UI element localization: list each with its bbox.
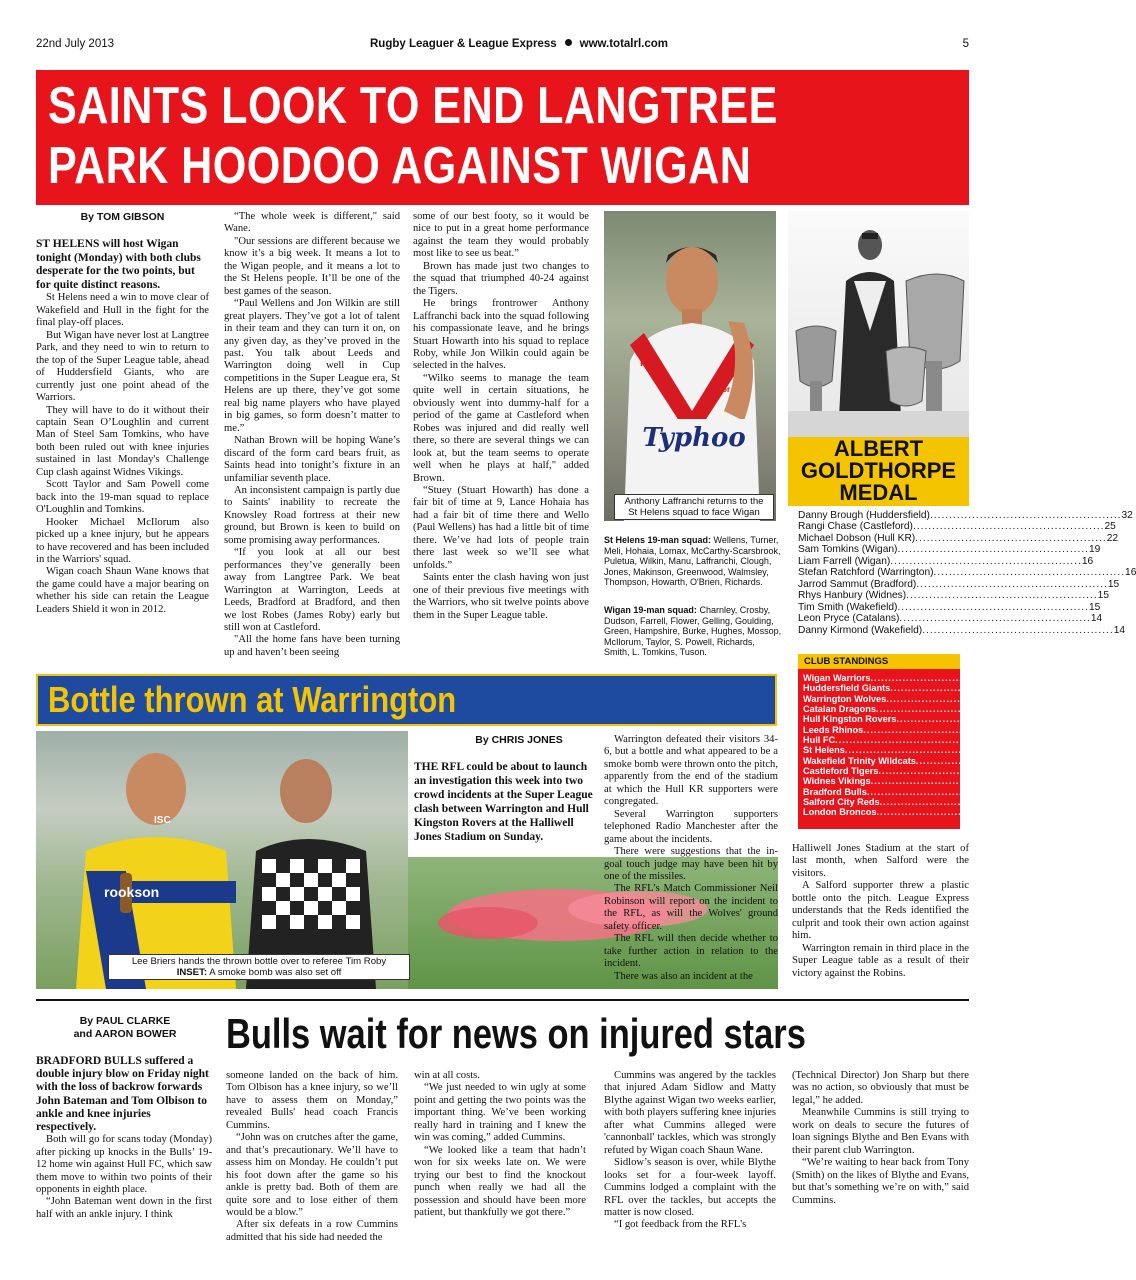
player-name: Tim Smith (Wakefield) xyxy=(798,601,898,613)
player-head xyxy=(666,247,718,315)
paragraph: someone landed on the back of him. Tom Olbison has a knee injury, so we’ll have to assess them on Monday,” revealed Bulls' head coach Francis Cummins. xyxy=(226,1070,398,1131)
club-name: Widnes Vikings xyxy=(803,776,871,787)
page-header-bar xyxy=(36,38,969,52)
bottle-byline: By CHRIS JONES xyxy=(475,734,563,746)
standings-row: Hull FC .................................................. 64 xyxy=(803,735,1024,746)
paragraph: The RFL’s Match Commissioner Neil Robinson will report on the incident to the RFL, as will the Wolves' ground safety officer. xyxy=(604,883,778,932)
wigan-squad xyxy=(604,605,782,658)
paragraph: Hooker Michael McIlorum also picked up a knee injury, but he appears to have recovered and has been included in the Warriors' squad. xyxy=(36,516,209,565)
club-points: 76 xyxy=(1040,724,1052,735)
paragraph: Warrington defeated their visitors 34-6, but a bottle and what appeared to be a smoke bomb were thrown onto the pitch, apparently from the end of the stadium at which the Hull KR supporters were congregated. xyxy=(604,734,778,808)
standings-row: Salford City Reds .................................................. 36 xyxy=(803,797,1068,808)
paragraph: He brings frontrower Anthony Laffranchi back into the squad following his compassionate leave, and he brings Stuart Howarth into his squad to replace Roby, while Jon Wilkin could again be selected in the halves. xyxy=(413,298,589,372)
player-name: Liam Farrell (Wigan) xyxy=(798,555,891,567)
paragraph: Sidlow’s season is over, while Blythe looks set for a four-week layoff. Cummins lodged a complaint with the RFL over the tackles, but accepts the matter is now closed. xyxy=(604,1157,776,1218)
cup-left-stem xyxy=(810,381,822,411)
leaderboard-row: Danny Brough (Huddersfield) .................................................. 32 xyxy=(798,510,1133,521)
briers-caption xyxy=(108,954,410,980)
paragraph: “Paul Wellens and Jon Wilkin are still great players. They’ve got a lot of talent in their team and they can turn it on, on any given day, as they’ve proved in the past. You talk about Leeds and Warrington doing well in Cup competitions in the Super League era, St Helens are up there, they’ve got some real big name players who have played in big games, so form doesn’t matter to me.” xyxy=(224,298,400,434)
club-points: 61 xyxy=(1022,745,1033,756)
paragraph: win at all costs. xyxy=(414,1070,480,1081)
bottle-lead: THE RFL could be about to launch an investigation this week into two crowd incidents at the Super League clash between Warrington and Hull Kingston Rovers at the Halliwell Jones Stadium on Sunday. xyxy=(414,761,593,844)
byline-line-2: and AARON BOWER xyxy=(73,1028,177,1040)
publication-name: Rugby Leaguer & League Express xyxy=(370,38,557,50)
paragraph: “We’re waiting to hear back from Tony (Smith) on the likes of Blythe and Evans, but that’s something we’re on with,” said Cummins. xyxy=(792,1157,969,1206)
standings-row: Castleford Tigers .................................................. 58 xyxy=(803,766,1067,777)
laffranchi-photo xyxy=(604,211,776,521)
bulls-story-column-5 xyxy=(792,1070,969,1207)
paragraph: “The whole week is different," said Wane. xyxy=(224,211,400,235)
paragraph: A Salford supporter threw a plastic bottle onto the pitch. League Express understands that the Reds identified the culprit and took their own action against him. xyxy=(792,880,969,942)
club-points: 88 xyxy=(1048,673,1059,683)
main-lead: ST HELENS will host Wigan tonight (Monday) with both clubs desperate for the two points, but for quite distinct reasons. xyxy=(36,238,201,291)
medal-title-line-1: ALBERT xyxy=(833,436,924,461)
player-points: 16 xyxy=(1125,567,1136,579)
player-name: Rangi Chase (Castleford) xyxy=(798,521,913,533)
player-figure xyxy=(604,211,776,521)
bottle-headline-banner xyxy=(36,674,777,726)
paragraph: Saints enter the clash having won just one of their previous five meetings with the Warriors, who sit twelve points above them in the Super League table. xyxy=(413,572,589,621)
medal-title-line-3: MEDAL xyxy=(839,480,918,505)
bulls-byline xyxy=(36,1015,214,1041)
bottle-story-column-2 xyxy=(604,734,778,983)
bottle-story-column-3 xyxy=(792,843,969,980)
medal-leaderboard xyxy=(798,510,1136,636)
laffranchi-caption: Anthony Laffranchi returns to the St Helens squad to face Wigan xyxy=(614,494,774,520)
section-divider xyxy=(36,999,969,1001)
paragraph: They will have to do it without their captain Sean O’Loughlin and current Man of Steel Sam Tomkins, who have both been ruled out with knee injuries sustained in last Monday's Challenge Cup clash against Widnes Vikings. xyxy=(36,404,209,478)
table-surface xyxy=(788,411,969,437)
inset-label: INSET: xyxy=(176,967,208,978)
standings-row: Catalan Dragons .................................................. 76 xyxy=(803,704,1064,715)
paragraph: Wigan coach Shaun Wane knows that the game could have a major bearing on whether his side can retain the League Leaders Shield it won in 2012. xyxy=(36,566,209,615)
paragraph: "Our sessions are different because we know it’s a big week. It means a lot to the Wigan people, and it means a lot to the St Helens people. It’ll be one of the best games of the season. xyxy=(224,235,400,297)
paragraph: Several Warrington supporters telephoned Radio Manchester after the game about the incidents. xyxy=(604,808,778,845)
squad-label: St Helens 19-man squad: xyxy=(604,535,712,545)
standings-row: Bradford Bulls .................................................. 56 xyxy=(803,786,1055,797)
caption-line: Lee Briers hands the thrown bottle over to referee Tim Roby xyxy=(131,956,387,967)
club-name: Hull Kingston Rovers xyxy=(803,714,897,725)
club-name: Catalan Dragons xyxy=(803,704,877,715)
club-points: 56 xyxy=(1044,786,1055,797)
page-number: 5 xyxy=(962,38,969,50)
paragraph: “We just needed to win ugly at some point and getting the two points was the important thing. We’ve been working really hard in training and I knew the win was coming,” added Cummins. xyxy=(414,1082,586,1144)
club-points: 88 xyxy=(1067,683,1079,694)
standings-row: Huddersfield Giants .................................................. 88 xyxy=(803,683,1079,694)
leaderboard-row: Tim Smith (Wakefield) .................................................. 15 xyxy=(798,601,1101,613)
club-name: Wigan Warriors xyxy=(803,673,871,683)
main-story-column-1 xyxy=(36,211,209,616)
main-story-column-2 xyxy=(224,211,400,659)
paragraph: Both will go for scans today (Monday) after picking up knocks in the Bulls’ 19-12 home win against Hull FC, which saw them move to within two points of their opponents in eighth place. xyxy=(36,1134,212,1196)
caption-inset-line xyxy=(113,967,405,978)
main-byline: By TOM GIBSON xyxy=(80,211,165,223)
club-name: Salford City Reds xyxy=(803,797,880,808)
club-name: Huddersfield Giants xyxy=(803,683,891,694)
player-points: 25 xyxy=(1104,521,1116,533)
club-points: 64 xyxy=(1012,735,1024,746)
byline-line-1: By PAUL CLARKE xyxy=(79,1015,171,1027)
club-points: 60 xyxy=(1048,776,1059,787)
portrait-hat xyxy=(862,233,878,239)
bottle-story-column-1 xyxy=(414,734,594,844)
club-points: 76 xyxy=(1053,704,1064,715)
squad-list: Wellens, Turner, Meli, Hohaia, Lomax, McCarthy-Scarsbrook, Puletua, Wilkin, Manu, Laffranchi, Clough, Jones, Makinson, Greenwood, Walmsley, Thompson, Howarth, O'Brien, Richards. xyxy=(604,535,781,587)
paragraph: St Helens need a win to move clear of Wakefield and Hull in the fight for the final play-off places. xyxy=(36,292,209,329)
paragraph: “Wilko seems to manage the team quite well in certain situations, he obviously went into dummy-half for a period of the game at Castleford when Robes was injured and did really well there, so there are several things we can look at, but the team seems to operate well when he plays at half," added Brown. xyxy=(413,372,589,484)
leaderboard-row: Rhys Hanbury (Widnes) .................................................. 15 xyxy=(798,590,1110,602)
club-points: 63 xyxy=(1093,755,1104,766)
standings-row: London Broncos .................................................. 27 xyxy=(803,807,1065,818)
bulls-lead: BRADFORD BULLS suffered a double injury blow on Friday night with the loss of backrow forwards John Bateman and Tom Olbison to ankle and knee injuries respectively. xyxy=(36,1055,209,1134)
inset-text: A smoke bomb was also set off xyxy=(209,967,342,978)
briers-photo xyxy=(36,731,408,989)
bulls-story-column-2 xyxy=(226,1070,398,1244)
squad-label: Wigan 19-man squad: xyxy=(604,605,697,615)
standings-rows xyxy=(803,673,1104,818)
shirt-sponsor-text: Typhoo xyxy=(642,423,746,453)
paragraph: “John was on crutches after the game, and that’s precautionary. We’ll have to assess him on Monday. He couldn’t put his foot down after the game so his ankle is pretty bad. Both of them are quite sore and to lose either of them would be a blow.” xyxy=(226,1132,398,1218)
paragraph: “John Bateman went down in the first half with an ankle injury. I think xyxy=(36,1196,212,1220)
leaderboard-row: Leon Pryce (Catalans) .................................................. 14 xyxy=(798,613,1103,625)
medal-title-box xyxy=(788,437,969,506)
main-story-column-3 xyxy=(413,211,589,622)
leaderboard-row: Danny Kirmond (Wakefield) .................................................. 14 xyxy=(798,624,1126,636)
trophy-illustration xyxy=(788,211,969,437)
paragraph: Nathan Brown will be hoping Wane’s discard of the form card bears fruit, as Saints head into tonight’s fixture in an unfamiliar seventh place. xyxy=(224,435,400,484)
leaderboard-row: Liam Farrell (Wigan) .................................................. 16 xyxy=(798,555,1094,567)
medal-title-line-2: GOLDTHORPE xyxy=(800,458,957,483)
paragraph: “Stuey (Stuart Howarth) has done a fair bit of time at 9, Lance Hohaia has had a fair bit of time there and Wello (Paul Wellens) has had a little bit of time there. We’ve had lots of people train there last week so we’ll see what unfolds.” xyxy=(413,484,589,571)
bottle-headline: Bottle thrown at Warrington xyxy=(48,679,457,720)
club-standings-table xyxy=(798,654,1104,829)
paragraph: Brown has made just two changes to the squad that triumphed 40-24 against the Tigers. xyxy=(413,260,589,297)
st-helens-squad xyxy=(604,535,782,588)
website-link[interactable]: www.totalrl.com xyxy=(579,38,669,50)
headline-line-2: PARK HOODOO AGAINST WIGAN xyxy=(48,137,752,195)
bullet-icon xyxy=(565,39,572,46)
club-points: 84 xyxy=(1063,693,1075,704)
player-points: 22 xyxy=(1106,532,1119,544)
bulls-story-column-1 xyxy=(36,1055,212,1221)
player-points: 15 xyxy=(1107,578,1120,590)
club-name: Warrington Wolves xyxy=(803,693,887,704)
cup-left xyxy=(796,326,836,387)
player-name: Stefan Ratchford (Warrington) xyxy=(798,567,934,579)
leaderboard-row: Michael Dobson (Hull KR) .................................................. 22 xyxy=(798,532,1119,544)
player-name: Jarrod Sammut (Bradford) xyxy=(798,578,917,590)
club-points: 27 xyxy=(1054,807,1065,818)
shirt-sponsor-small: Tudor xyxy=(708,385,731,394)
standings-row: Wakefield Trinity Wildcats .................................................. 63 xyxy=(803,755,1104,766)
standings-row: Widnes Vikings .................................................. 60 xyxy=(803,776,1059,787)
player-name: Danny Brough (Huddersfield) xyxy=(798,510,930,521)
shirt-maker-text: ISC xyxy=(640,357,659,369)
cup-middle xyxy=(886,347,926,406)
paragraph: Scott Taylor and Sam Powell come back into the 19-man squad to replace O'Loughlin and Tomkins. xyxy=(36,479,209,516)
player-name: Sam Tomkins (Wigan) xyxy=(798,544,898,556)
player-points: 15 xyxy=(1097,590,1110,602)
club-points: 58 xyxy=(1056,766,1067,777)
paragraph: “I got feedback from the RFL's xyxy=(614,1219,747,1231)
leaderboard-row: Jarrod Sammut (Bradford) .................................................. 15 xyxy=(798,578,1120,590)
player-name: Rhys Hanbury (Widnes) xyxy=(798,590,907,602)
club-name: Castleford Tigers xyxy=(803,766,879,777)
paragraph: some of our best footy, so it would be nice to put in a great home performance against the team they would probably most like to see us beat.” xyxy=(413,211,589,260)
leaderboard-row: Sam Tomkins (Wigan) .................................................. 19 xyxy=(798,544,1101,556)
paragraph: Halliwell Jones Stadium at the start of last month, when Salford were the visitors. xyxy=(792,843,969,879)
publication-info xyxy=(370,38,668,50)
player-points: 16 xyxy=(1081,555,1094,567)
cup-right-stem xyxy=(926,361,942,411)
player-points: 15 xyxy=(1088,601,1101,613)
paragraph: An inconsistent campaign is partly due to Saints' inability to recreate the Knowsley Road fortress at their new ground, but Brown is keen to build on some promising away performances. xyxy=(224,484,400,546)
club-name: Hull FC xyxy=(803,735,836,746)
paragraph: The RFL will then decide whether to take further action in relation to the incident. xyxy=(604,933,778,970)
player-points: 32 xyxy=(1121,510,1133,521)
bulls-headline: Bulls wait for news on injured stars xyxy=(226,1010,806,1057)
player-points: 19 xyxy=(1088,544,1101,556)
club-name: Leeds Rhinos xyxy=(803,724,864,735)
bulls-story-column-4 xyxy=(604,1070,776,1232)
paragraph: There was also an incident at the xyxy=(614,970,753,982)
club-points: 75 xyxy=(1074,714,1085,725)
club-name: St Helens xyxy=(803,745,845,756)
bulls-story-column-3 xyxy=(414,1070,586,1219)
player-name: Leon Pryce (Catalans) xyxy=(798,613,900,625)
club-name: London Broncos xyxy=(803,807,877,818)
paragraph: There were suggestions that the in-goal touch judge may have been hit by one of the missiles. xyxy=(604,846,778,882)
paragraph: Cummins was angered by the tackles that injured Adam Sidlow and Matty Blythe against Wigan two weeks earlier, with both players suffering knee injuries after what Cummins alleged were 'cannonball' tackles, which was strongly refuted by Wigan coach Shaun Wane. xyxy=(604,1070,776,1156)
club-name: Bradford Bulls xyxy=(803,786,867,797)
standings-row: Leeds Rhinos .................................................. 76 xyxy=(803,724,1052,735)
standings-row: Warrington Wolves .................................................. 84 xyxy=(803,693,1075,704)
smoke-plume xyxy=(438,907,538,939)
standings-row: Wigan Warriors .................................................. 88 xyxy=(803,673,1059,683)
leaderboard-row: Rangi Chase (Castleford) .................................................. 25 xyxy=(798,521,1116,533)
player-name: Michael Dobson (Hull KR) xyxy=(798,532,916,544)
paragraph: Meanwhile Cummins is still trying to work on deals to secure the futures of loan signings Blythe and Ben Evans with their parent club Warrington. xyxy=(792,1107,969,1156)
leaderboard-row: Stefan Ratchford (Warrington) .................................................. 16 xyxy=(798,567,1136,579)
referee-head xyxy=(280,759,332,823)
main-headline-banner xyxy=(36,70,969,205)
standings-title: CLUB STANDINGS xyxy=(798,654,960,669)
squad-list: Charnley, Crosby, Dudson, Farrell, Flower, Gelling, Goulding, Green, Hampshire, Burke, Hughes, Mossop, McIlorum, Taylor, S. Powell, Richards, Smith, L. Tomkins, Tuson. xyxy=(604,605,782,657)
club-points: 36 xyxy=(1057,797,1068,808)
paragraph: But Wigan have never lost at Langtree Park, and they need to win to return to the top of the Super League table, ahead of Huddersfield Giants, who are currently just one point ahead of the Warriors. xyxy=(36,329,209,404)
main-headline xyxy=(48,76,778,196)
issue-date: 22nd July 2013 xyxy=(36,38,115,50)
paragraph: “We looked like a team that hadn’t won for six weeks late on. We were trying our best to find the knockout punch when really we had all the possession and should have been more patient, but thankfully we got there.” xyxy=(414,1144,586,1218)
shirt-maker-text: ISC xyxy=(154,815,171,826)
standings-row: Hull Kingston Rovers .................................................. 75 xyxy=(803,714,1085,725)
paragraph: (Technical Director) Jon Sharp but there was no action, so obviously that must be legal,” he added. xyxy=(792,1070,969,1106)
trophy-photo xyxy=(788,211,969,437)
player-name: Danny Kirmond (Wakefield) xyxy=(798,624,923,636)
headline-line-1: SAINTS LOOK TO END LANGTREE xyxy=(48,77,778,135)
club-name: Wakefield Trinity Wildcats xyxy=(803,755,916,766)
shirt-sponsor-text: rookson xyxy=(104,884,160,900)
paragraph: “If you look at all our best performances they’ve generally been away from Langtree Park. We beat Warrington at Warrington, Leeds at Leeds, Bradford at Bradford, and then we lost Robes (James Roby) early but still won at Castleford. xyxy=(224,547,400,633)
standings-row: St Helens .................................................. 61 xyxy=(803,745,1033,756)
paragraph: "All the home fans have been turning up and haven’t been seeing xyxy=(224,634,400,658)
bottle-scene xyxy=(36,731,408,989)
player-points: 14 xyxy=(1113,624,1126,636)
paragraph: After six defeats in a row Cummins admitted that his side had needed the xyxy=(226,1219,398,1243)
player-points: 14 xyxy=(1090,613,1103,625)
paragraph: Warrington remain in third place in the Super League table as a result of their victory against the Robins. xyxy=(792,942,969,979)
